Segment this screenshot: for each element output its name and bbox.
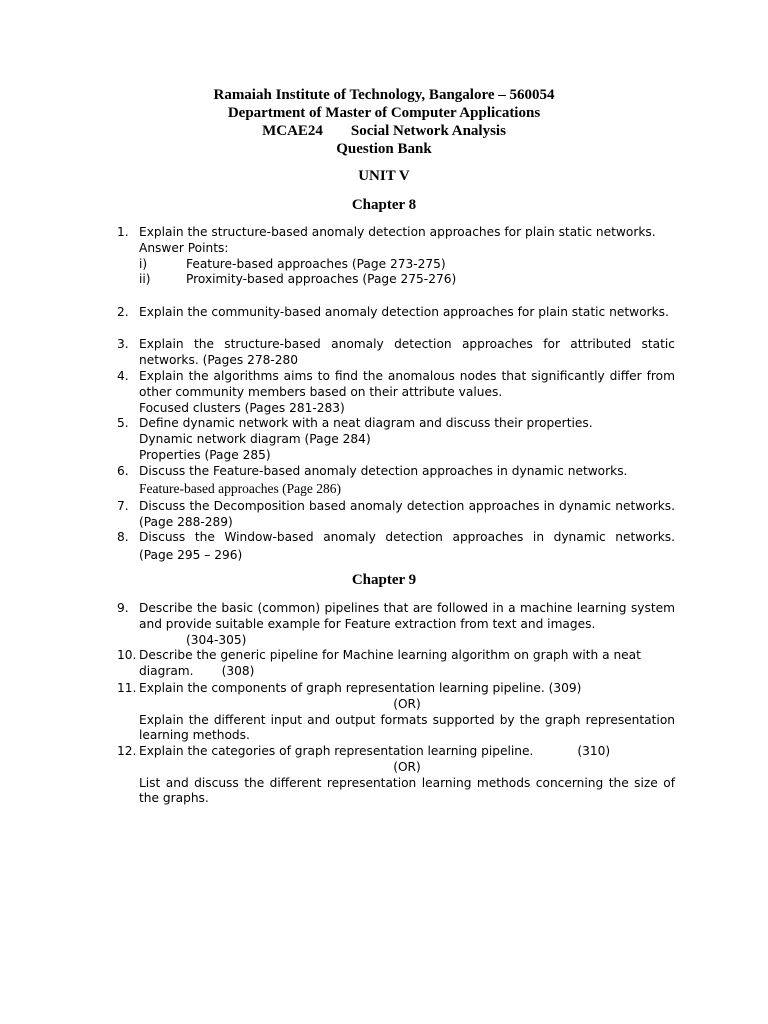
question-12 [117,744,675,807]
alternate-question: List and discuss the different representation learning methods concerning the size of the graphs. [139,775,675,806]
page-reference: (304-305) [186,632,247,647]
question-text: Explain the structure-based anomaly detection approaches for plain static networks. [139,225,656,239]
institute-title: Ramaiah Institute of Technology, Bangalore – 560054 [213,87,555,103]
course-line [0,123,768,140]
question-number: 8. [117,530,129,544]
question-number: 9. [117,601,129,615]
point-text: Feature-based approaches (Page 273-275) [186,256,446,271]
question-11 [117,681,675,744]
page-reference: Feature-based approaches (Page 286) [139,480,342,496]
question-text: Discuss the Decomposition based anomaly detection approaches in dynamic networks. (Page 288-289) [139,499,675,529]
question-number: 10. [117,648,137,662]
question-number: 11. [117,681,137,695]
question-text: Describe the generic pipeline for Machine learning algorithm on graph with a neat diagram. [139,648,641,678]
question-number: 4. [117,369,129,383]
or-separator: (OR) [393,696,421,711]
question-text: Explain the categories of graph representation learning pipeline. [139,744,534,758]
question-9 [117,601,675,648]
question-number: 5. [117,416,129,430]
question-8 [117,530,675,564]
question-4 [117,369,675,416]
question-text: Define dynamic network with a neat diagram and discuss their properties. [139,416,593,430]
answer-label: Answer Points: [139,240,229,255]
question-text: Describe the basic (common) pipelines that are followed in a machine learning system and provide suitable example for Feature extraction from text and images. [139,601,675,631]
doc-type: Question Bank [336,141,432,157]
point-number: i) [139,256,148,271]
question-1 [117,225,675,288]
department-title: Department of Master of Computer Applications [227,105,541,121]
question-text: Explain the algorithms aims to find the anomalous nodes that significantly differ from other community members based on their attribute values. [139,369,675,399]
answer-point [139,272,675,288]
question-number: 3. [117,337,129,351]
question-text: Explain the components of graph representation learning pipeline. (309) [139,681,582,695]
question-number: 1. [117,225,129,239]
question-6 [117,464,675,498]
page-reference: (310) [577,744,611,758]
question-text: Discuss the Window-based anomaly detection approaches in dynamic networks. [139,530,675,544]
question-text: Explain the community-based anomaly detection approaches for plain static networks. [139,305,669,319]
point-text: Proximity-based approaches (Page 275-276) [186,272,457,287]
page-reference: (Page 295 – 296) [139,547,243,562]
question-5 [117,416,675,463]
chapter8-heading: Chapter 8 [351,197,417,213]
question-text: Explain the structure-based anomaly detection approaches for attributed static networks. (Pages 278-280 [139,337,675,367]
question-text: Discuss the Feature-based anomaly detection approaches in dynamic networks. [139,464,628,478]
page-reference: (308) [221,663,255,678]
question-2 [117,305,675,321]
or-separator: (OR) [393,759,421,774]
alternate-question: Explain the different input and output formats supported by the graph representation learning methods. [139,712,675,743]
chapter9-heading: Chapter 9 [351,572,417,588]
page-reference: Focused clusters (Pages 281-283) [139,400,345,415]
page-reference: Properties (Page 285) [139,447,271,462]
question-3 [117,337,675,369]
question-number: 6. [117,464,129,478]
unit-heading: UNIT V [358,168,410,184]
question-10 [117,648,675,680]
question-number: 12. [117,744,137,758]
course-code: MCAE24 [262,123,323,139]
course-name: Social Network Analysis [350,123,506,139]
answer-point [139,257,675,273]
question-number: 2. [117,305,129,319]
point-number: ii) [139,272,151,287]
page-reference: Dynamic network diagram (Page 284) [139,431,371,446]
question-7 [117,499,675,531]
question-number: 7. [117,499,129,513]
